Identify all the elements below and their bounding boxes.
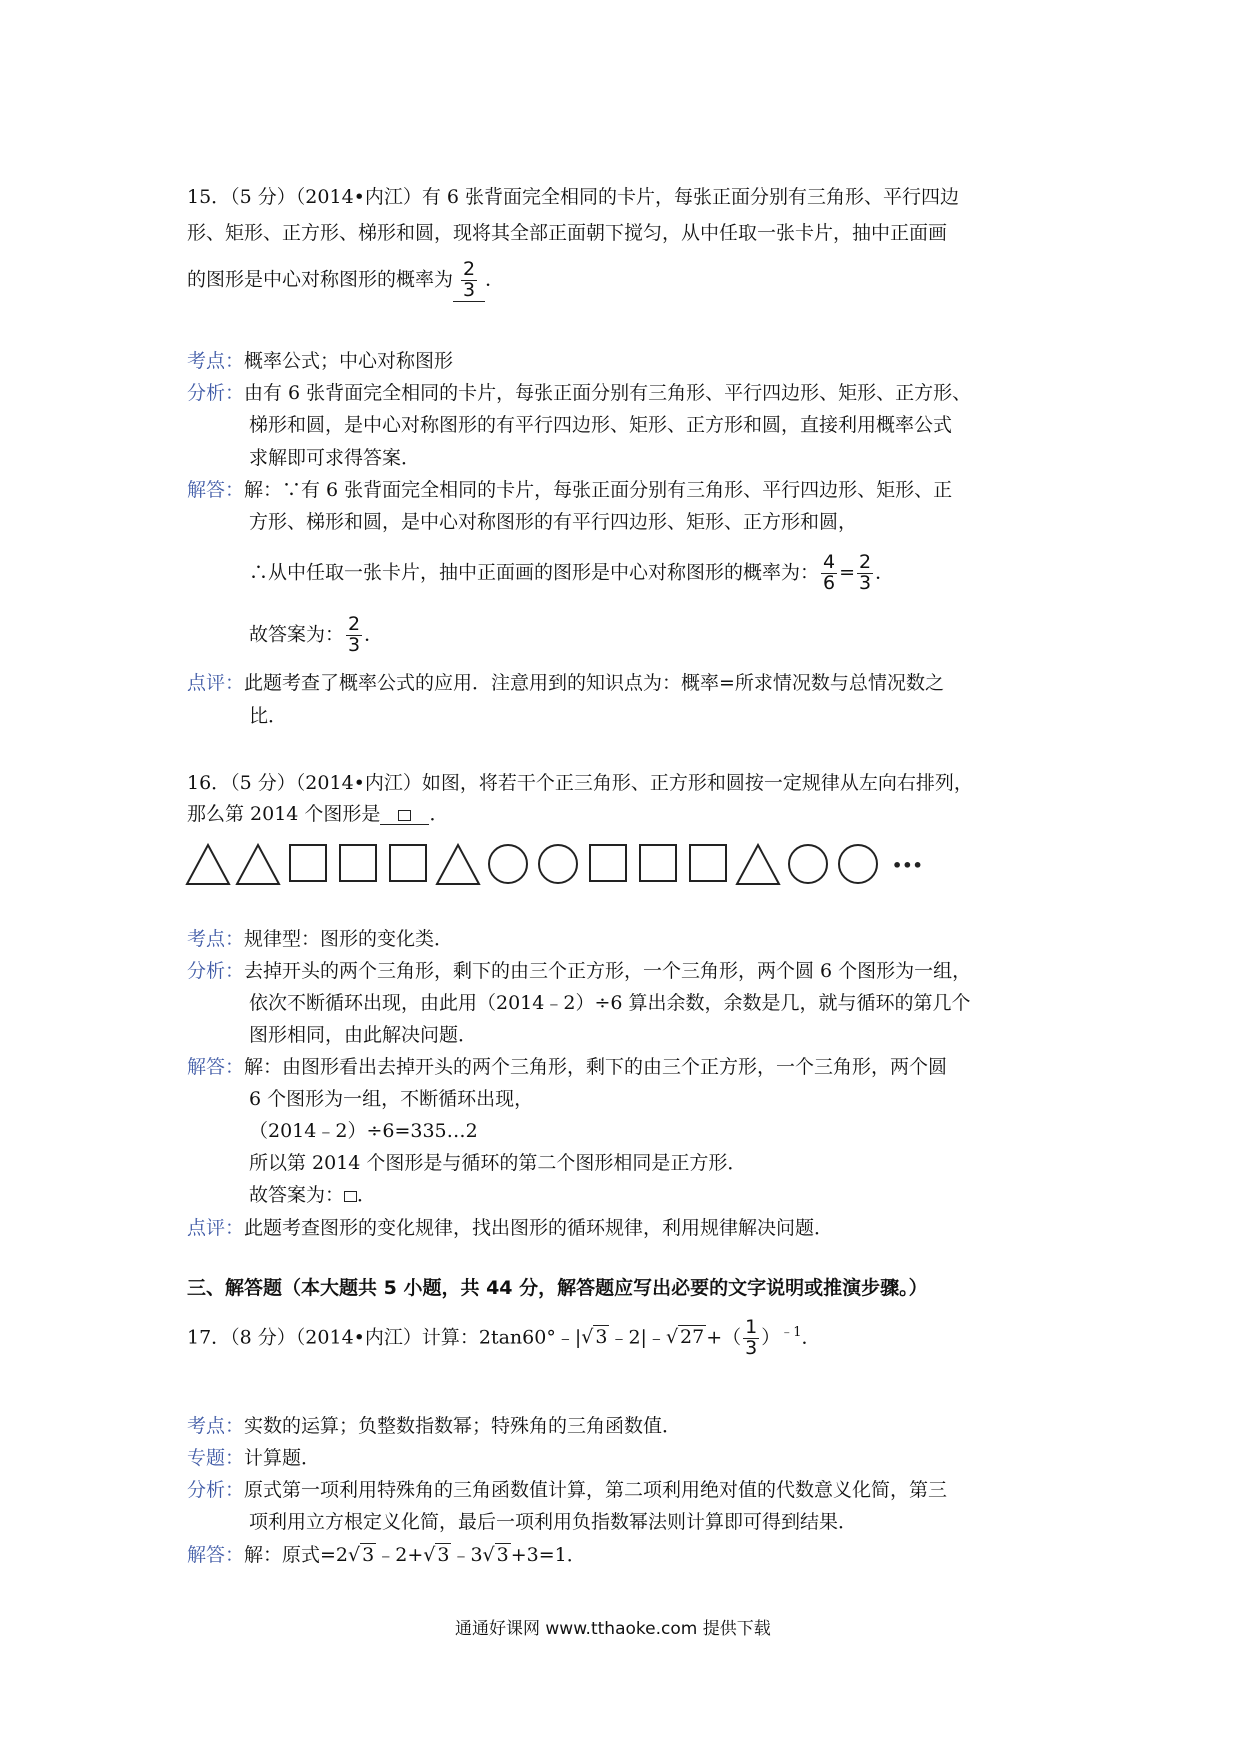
q17-fenxi-label: 分析： (187, 1479, 245, 1501)
q16-line-2-text: 那么第 2014 个图形是 (187, 803, 381, 825)
q16-kaodian-row (187, 930, 453, 949)
q17-fraction-numerator: 1 (745, 1316, 758, 1338)
q15-fraction-4-6 (821, 553, 837, 594)
q17-jieda-text-start: 解：原式=2 (244, 1544, 349, 1566)
q15-jieda-line-3-end: ． (875, 561, 895, 584)
q15-equals: = (839, 561, 856, 584)
q17-fraction-1-3 (743, 1318, 759, 1359)
triangle-shape-1 (187, 845, 229, 884)
q17-jieda-sqrt-3-radicand: 3 (496, 1544, 509, 1566)
q17-fenxi-row (187, 1481, 947, 1500)
q15-dianping-label: 点评： (187, 672, 245, 694)
square-shape-3 (290, 845, 326, 881)
q15-line-1: 15．（5 分）（2014•内江）有 6 张背面完全相同的卡片，每张正面分别有三角形、平行四边 (187, 186, 960, 208)
q17-text-mid-1: ﹣2|﹣ (609, 1326, 666, 1349)
q15-fenxi-line-1: 由有 6 张背面完全相同的卡片，每张正面分别有三角形、平行四边形、矩形、正方形、 (244, 382, 972, 404)
q17-jieda-text-end: +3=1． (510, 1544, 586, 1566)
square-shape-4 (340, 845, 376, 881)
q16-jieda-row (187, 1058, 947, 1077)
q15-answer-fraction (461, 260, 477, 301)
triangle-shape-6 (437, 845, 479, 884)
q16-jieda-line-2: 6 个图形为一组，不断循环出现， (249, 1088, 534, 1110)
q15-jieda-line-3-text: ∴从中任取一张卡片，抽中正面画的图形是中心对称图形的概率为： (249, 561, 820, 584)
q15-dianping-line-1: 此题考查了概率公式的应用．注意用到的知识点为：概率=所求情况数与总情况数之 (244, 672, 944, 694)
q15-line-3-end: ． (485, 268, 505, 291)
q15-fenxi-row (187, 384, 971, 403)
q15-fraction-2-3-numerator: 2 (859, 551, 872, 573)
q15-line-3-text: 的图形是中心对称图形的概率为 (187, 268, 454, 291)
q17-kaodian-label: 考点： (187, 1415, 245, 1437)
q17-jieda-label: 解答： (187, 1544, 245, 1566)
q16-line-2 (187, 805, 448, 825)
q16-jieda-label: 解答： (187, 1056, 245, 1078)
q16-answer-text: 故答案为： (249, 1184, 345, 1206)
q17-sqrt-3: √ 3 (581, 1326, 608, 1349)
q15-fraction-4-6-numerator: 4 (823, 551, 836, 573)
q15-answer-row (249, 615, 383, 656)
q15-answer-denominator: 3 (463, 278, 476, 301)
square-shape-10 (640, 845, 676, 881)
circle-shape-13 (789, 845, 827, 883)
q15-fenxi-line-3: 求解即可求得答案． (249, 447, 421, 469)
q15-kaodian-text: 概率公式；中心对称图形 (244, 350, 454, 372)
q16-fenxi-line-2: 依次不断循环出现，由此用（2014﹣2）÷6 算出余数，余数是几，就与循环的第几个 (249, 992, 971, 1014)
circle-shape-14 (839, 845, 877, 883)
q17-jieda-sqrt-1-radicand: 3 (362, 1544, 375, 1566)
q17-kaodian-row (187, 1417, 681, 1436)
q17-jieda-sqrt-2-radicand: 3 (437, 1544, 450, 1566)
q15-answer-numerator: 2 (463, 258, 476, 280)
circle-shape-8 (539, 845, 577, 883)
q16-answer-row-square-icon (344, 1191, 357, 1202)
q15-kaodian-row (187, 352, 453, 371)
q17-jieda-text-mid-2: ﹣3 (451, 1544, 483, 1566)
q16-fenxi-line-1: 去掉开头的两个三角形，剩下的由三个正方形，一个三角形，两个圆 6 个图形为一组， (244, 960, 972, 982)
q17-sqrt-27: √ 27 (665, 1326, 705, 1349)
triangle-shape-2 (237, 845, 279, 884)
q17-sqrt-27-radicand: 27 (680, 1326, 705, 1349)
q15-jieda-line-1: 解：∵有 6 张背面完全相同的卡片，每张正面分别有三角形、平行四边形、矩形、正 (244, 479, 953, 501)
q15-answer-blank (453, 260, 485, 302)
q16-dianping-label: 点评： (187, 1217, 245, 1239)
q16-kaodian-text: 规律型：图形的变化类． (244, 928, 454, 950)
q15-fraction-2-3 (857, 553, 873, 594)
q15-jieda-line-3 (249, 553, 894, 594)
q16-line-1: 16．（5 分）（2014•内江）如图，将若干个正三角形、正方形和圆按一定规律从左向右排列， (187, 772, 973, 794)
q15-answer-row-fraction (346, 615, 362, 656)
q17-line-1 (187, 1318, 821, 1359)
page-footer: 通通好课网 www.tthaoke.com 提供下载 (455, 1619, 771, 1639)
q15-fraction-2-3-denominator: 3 (859, 571, 872, 594)
q16-fenxi-line-3: 图形相同，由此解决问题． (249, 1024, 478, 1046)
q15-answer-row-denominator: 3 (348, 633, 361, 656)
q15-answer-row-end: ． (364, 623, 384, 646)
q17-sqrt-3-radicand: 3 (595, 1326, 608, 1349)
q15-answer-row-numerator: 2 (348, 613, 361, 635)
q15-dianping-line-2: 比． (249, 705, 288, 727)
q15-jieda-row (187, 481, 952, 500)
q17-zhuanti-label: 专题： (187, 1447, 245, 1469)
q17-jieda-row (187, 1546, 586, 1565)
q17-text-start: 17．（8 分）（2014•内江）计算：2tan60°﹣| (187, 1326, 582, 1349)
q17-exponent: ﹣1 (780, 1325, 802, 1341)
q15-fenxi-line-2: 梯形和圆，是中心对称图形的有平行四边形、矩形、正方形和圆，直接利用概率公式 (249, 414, 953, 436)
q15-fraction-4-6-denominator: 6 (823, 571, 836, 594)
q17-fraction-denominator: 3 (745, 1336, 758, 1359)
q17-fenxi-line-1: 原式第一项利用特殊角的三角函数值计算，第二项利用绝对值的代数意义化简，第三 (244, 1479, 948, 1501)
q15-fenxi-label: 分析： (187, 382, 245, 404)
q17-text-mid-2: +（ (706, 1326, 742, 1349)
square-shape-11 (690, 845, 726, 881)
q16-answer-row-end: ． (357, 1184, 377, 1206)
q17-zhuanti-text: 计算题． (244, 1447, 321, 1469)
q16-fenxi-label: 分析： (187, 960, 245, 982)
q15-kaodian-label: 考点： (187, 350, 245, 372)
q15-line-3 (187, 260, 504, 302)
q17-fenxi-line-2: 项利用立方根定义化简，最后一项利用负指数幂法则计算即可得到结果． (249, 1511, 858, 1533)
q16-answer-blank (380, 805, 429, 825)
q15-answer-text: 故答案为： (249, 623, 345, 646)
square-shape-5 (390, 845, 426, 881)
q15-dianping-row (187, 674, 944, 693)
q17-zhuanti-row (187, 1449, 320, 1468)
q16-jieda-line-4: 所以第 2014 个图形是与循环的第二个图形相同是正方形． (249, 1152, 747, 1174)
q16-dianping-text: 此题考查图形的变化规律，找出图形的循环规律，利用规律解决问题． (244, 1217, 834, 1239)
q15-jieda-line-2: 方形、梯形和圆，是中心对称图形的有平行四边形、矩形、正方形和圆， (249, 511, 858, 533)
q16-jieda-line-1: 解：由图形看出去掉开头的两个三角形，剩下的由三个正方形，一个三角形，两个圆 (244, 1056, 948, 1078)
q17-jieda-text-mid-1: ﹣2+ (376, 1544, 424, 1566)
q15-line-2: 形、矩形、正方形、梯形和圆，现将其全部正面朝下搅匀，从中任取一张卡片，抽中正面画 (187, 222, 948, 244)
q15-jieda-label: 解答： (187, 479, 245, 501)
triangle-shape-12 (737, 845, 779, 884)
q16-fenxi-row (187, 962, 971, 981)
q16-shape-sequence-figure (185, 838, 925, 888)
q17-jieda-sqrt-1: √ 3 (348, 1544, 375, 1566)
section-3-heading: 三、解答题（本大题共 5 小题，共 44 分，解答题应写出必要的文字说明或推演步骤。） (187, 1277, 928, 1299)
q17-text-end: ． (801, 1326, 821, 1349)
q17-jieda-sqrt-2: √ 3 (423, 1544, 450, 1566)
q16-jieda-line-3: （2014﹣2）÷6=335…2 (249, 1120, 478, 1142)
circle-shape-7 (489, 845, 527, 883)
q16-kaodian-label: 考点： (187, 928, 245, 950)
square-shape-9 (590, 845, 626, 881)
q17-kaodian-text: 实数的运算；负整数指数幂；特殊角的三角函数值． (244, 1415, 682, 1437)
q16-answer-square-icon (398, 810, 411, 821)
q16-line-2-end: ． (429, 803, 449, 825)
q17-jieda-sqrt-3: √ 3 (482, 1544, 509, 1566)
shape-ellipsis: ••• (892, 856, 923, 875)
q16-dianping-row (187, 1219, 833, 1238)
q17-text-close: ） (761, 1326, 781, 1349)
shape-row (187, 845, 877, 884)
q16-answer-row (249, 1186, 376, 1205)
